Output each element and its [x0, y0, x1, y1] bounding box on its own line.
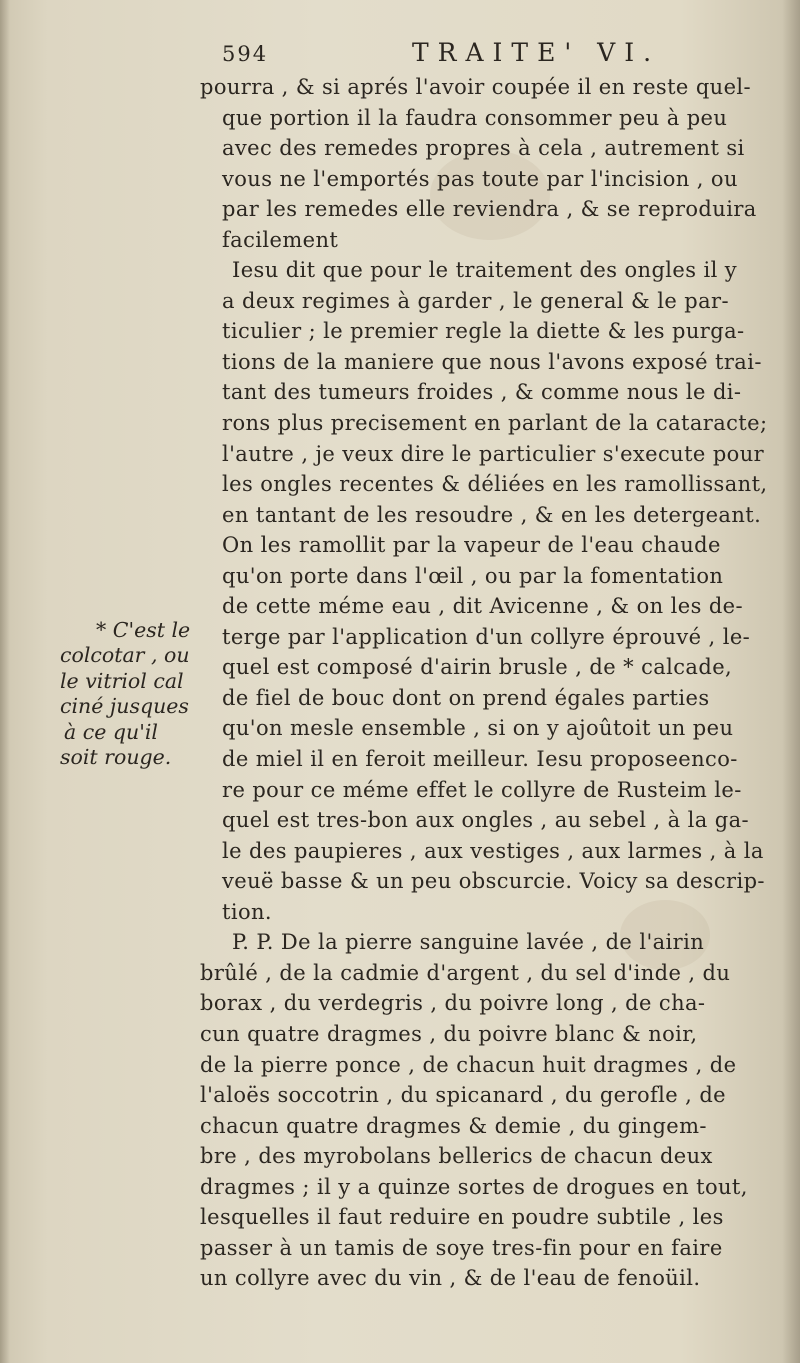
page-number: 594 [222, 42, 269, 66]
text-line: dragmes ; il y a quinze sortes de drogues en tout, [200, 1174, 748, 1199]
margin-note-line: * C'est le [96, 618, 191, 642]
text-line: de miel il en feroit meilleur. Iesu proposeenco- [222, 747, 738, 772]
text-line: tant des tumeurs froides , & comme nous le di- [222, 380, 742, 405]
text-line: facilement [222, 227, 339, 252]
text-line: les ongles recentes & déliées en les ramollissant, [222, 472, 768, 497]
text-line: brûlé , de la cadmie d'argent , du sel d'inde , du [200, 960, 731, 985]
page-left-edge [0, 0, 10, 1363]
text-line: lesquelles il faut reduire en poudre subtile , les [200, 1205, 724, 1230]
text-line: tions de la maniere que nous l'avons exposé trai- [222, 349, 762, 374]
text-line: en tantant de les resoudre , & en les detergeant. [222, 502, 762, 527]
running-title: TRAITE' VI. [412, 38, 661, 67]
paragraph-start-line: P. P. De la pierre sanguine lavée , de l'airin [232, 930, 705, 955]
text-line: de la pierre ponce , de chacun huit dragmes , de [200, 1052, 737, 1077]
text-line: quel est composé d'airin brusle , de * calcade, [222, 655, 733, 680]
body-text [200, 72, 790, 1294]
text-line: cun quatre dragmes , du poivre blanc & noir, [200, 1021, 698, 1046]
text-line: pourra , & si aprés l'avoir coupée il en reste quel- [200, 75, 752, 99]
text-line: terge par l'application d'un collyre éprouvé , le- [222, 624, 751, 649]
page-header [222, 38, 782, 72]
text-line: bre , des myrobolans bellerics de chacun deux [200, 1144, 713, 1169]
text-line: un collyre avec du vin , & de l'eau de fenoüil. [200, 1266, 701, 1291]
text-line: passer à un tamis de soye tres-fin pour en faire [200, 1235, 723, 1260]
text-line: l'autre , je veux dire le particulier s'execute pour [222, 441, 765, 466]
text-line: chacun quatre dragmes & demie , du gingem- [200, 1113, 707, 1138]
text-line: a deux regimes à garder , le general & le par- [222, 288, 729, 313]
text-line: de fiel de bouc dont on prend égales parties [222, 685, 710, 710]
text-line: qu'on porte dans l'œil , ou par la fomentation [222, 563, 724, 588]
text-line: borax , du verdegris , du poivre long , de cha- [200, 991, 706, 1016]
text-line: l'aloës soccotrin , du spicanard , du gerofle , de [200, 1083, 726, 1108]
text-line: quel est tres-bon aux ongles , au sebel , à la ga- [222, 808, 749, 833]
text-line: On les ramollit par la vapeur de l'eau chaude [222, 533, 721, 558]
text-line: qu'on mesle ensemble , si on y ajoûtoit un peu [222, 716, 734, 741]
margin-note-line: ciné jusques [60, 694, 189, 719]
text-line: veuë basse & un peu obscurcie. Voicy sa descrip- [222, 869, 765, 894]
margin-note-line: le vitriol cal [60, 668, 184, 693]
margin-note-line: soit rouge. [60, 745, 172, 770]
margin-note-line: colcotar , ou [60, 643, 190, 668]
text-line: avec des remedes propres à cela , autrement si [222, 136, 745, 161]
text-line: tion. [222, 899, 272, 924]
text-line: de cette méme eau , dit Avicenne , & on les de- [222, 594, 744, 619]
text-line: ticulier ; le premier regle la diette & les purga- [222, 319, 745, 344]
text-line: vous ne l'emportés pas toute par l'incision , ou [222, 166, 738, 191]
paragraph-start-line: Iesu dit que pour le traitement des ongles il y [232, 258, 738, 283]
text-line: que portion il la faudra consommer peu à peu [222, 105, 728, 130]
margin-note-line: à ce qu'il [64, 719, 158, 744]
text-line: rons plus precisement en parlant de la cataracte; [222, 411, 768, 436]
margin-note [60, 618, 220, 770]
text-line: par les remedes elle reviendra , & se reproduira [222, 197, 757, 222]
text-line: le des paupieres , aux vestiges , aux larmes , à la [222, 838, 764, 863]
text-line: re pour ce méme effet le collyre de Rusteim le- [222, 777, 742, 802]
